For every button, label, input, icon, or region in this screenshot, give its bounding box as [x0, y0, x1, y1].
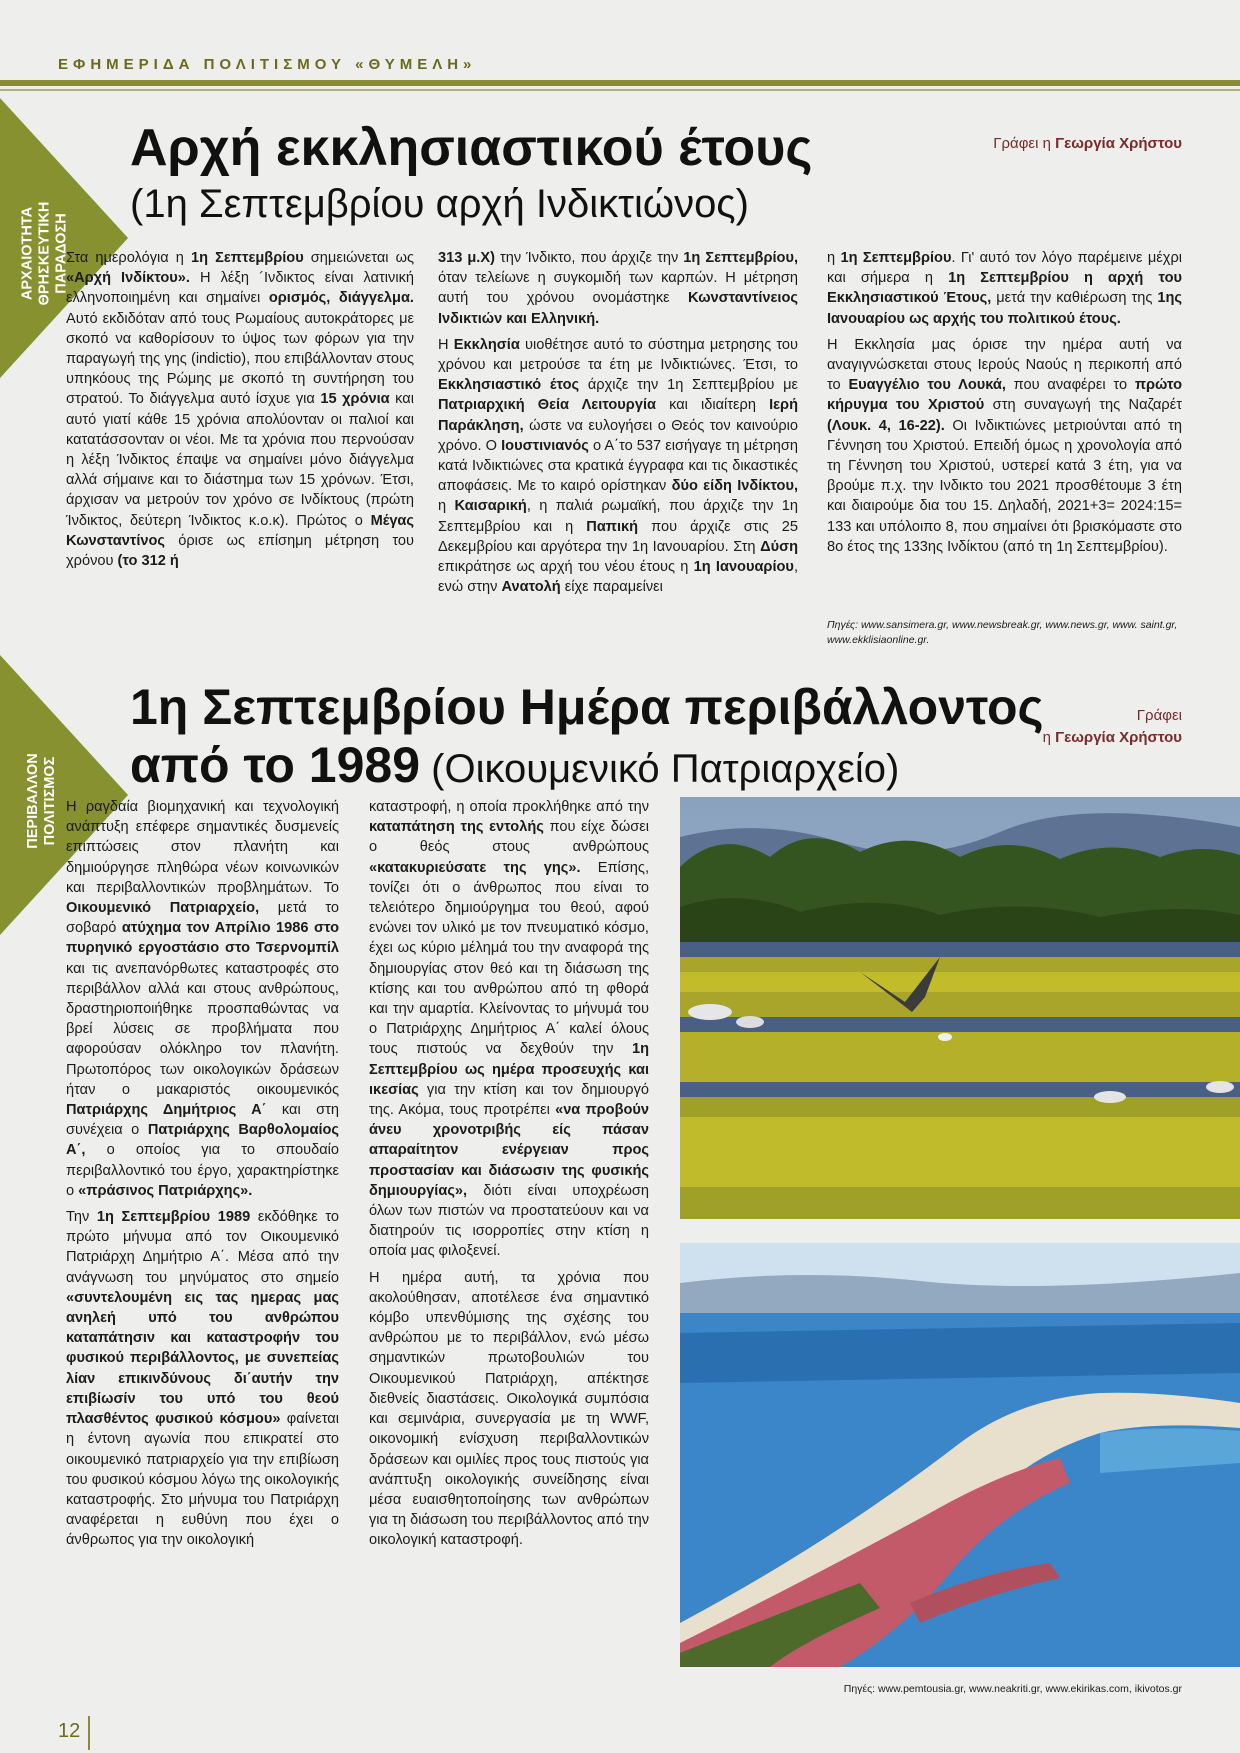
- article-column: Η ραγδαία βιομηχανική και τεχνολογική ανάπτυξη επέφερε σημαντικές δυσμενείς επιπτώσεις στον πλανήτη και δημιούργησε πληθώρα νέων κοινωνικών και περιβαλλοντικών προβλημάτων. Το Οικουμενικό Πατριαρχείο, μετά το σοβαρό ατύχημα τον Απρίλιο 1986 στο πυρηνικό εργοστάσιο στο Τσερνομπίλ και τις ανεπανόρθωτες καταστροφές στο περιβάλλον αλλά και στους ανθρώπους, δραστηριοποιήθηκε προσπαθώντας να βρεί λύσεις σε προβλήματα που αφορούσαν ολόκληρο τον πλανήτη. Πρωτοπόρος των οικολογικών δράσεων ήταν ο μακαριστός οικουμενικός Πατριάρχης Δημήτριος Α΄ και στη συνέχεια ο Πατριάρχης Βαρθολομαίος Α΄, ο οποίος για το σπουδαίο περιβαλλοντικό του έργο, χαρακτηρίστηκε ο «πράσινος Πατριάρχης». Την 1η Σεπτεμβρίου 1989 εκδόθηκε το πρώτο μήνυμα από τον Οικουμενικό Πατριάρχη Δημήτριο Α΄. Μέσα από την ανάγνωση του μηνύματος στο σημείο «συντελουμένη εις τας ημερας μας ανηλεή υπό του ανθρώπου καταπάτησιν και καταστροφήν του φυσικού περιβάλλοντος, με συνεπείας λίαν επικινδύνους δι΄αυτήν την επιβίωσίν του υπό του θεού πλασθέντος φυσικού κόσμου» φαίνεται η έντονη αγωνία που επικρατεί στο οικουμενικό πατριαρχείο για την επιβίωση του φυσικού κόσμου λόγω της οικολογικής καταστροφής. Στο μήνυμα του Πατριάρχη αναφέρεται η ευθύνη που έχει ο άνθρωπος για την οικολογική: [66, 799, 340, 1549]
- header-rule-thin: [0, 89, 1240, 91]
- article-subtitle: (1η Σεπτεμβρίου αρχή Ινδικτιώνος): [130, 182, 749, 226]
- article-title: Αρχή εκκλησιαστικού έτους: [130, 119, 813, 177]
- byline: Γράφει η Γεωργία Χρήστου: [1042, 707, 1182, 746]
- page-number: 12: [58, 1720, 81, 1742]
- lagoon-photo-graphic: [680, 1243, 1240, 1667]
- byline: Γράφει η Γεωργία Χρήστου: [993, 135, 1182, 152]
- article-title-line2: από το 1989 (Οικουμενικό Πατριαρχείο): [130, 737, 900, 793]
- lagoon-aerial-photo: [680, 1243, 1240, 1667]
- article-column: Στα ημερολόγια η 1η Σεπτεμβρίου σημειώνεται ως «Αρχή Ινδίκτου». Η λέξη ´Ινδικτος είναι λατινική ελληνοποιημένη και σημαίνει ορισμός, διάγγελμα. Αυτό εκδιδόταν από τους Ρωμαίους αυτοκράτορες με σκοπό να καθορίσουν το ύψος των φόρων για την παραγωγή της γης (indictio), που επιβάλλονταν στους υπηκόους της Ρώμης με σκοπό τη συντήρηση του στρατού. Το διάγγελμα αυτό ίσχυε για 15 χρόνια και αυτό γιατί κάθε 15 χρόνια απολύονταν οι παλιοί και κατατάσσονταν οι νέοι. Με τα χρόνια που περνούσαν η λέξη Ίνδικτος έπαψε να σημαίνει μόνο διάγγελμα αλλά σήμαινε και το διάστημα των 15 χρόνων. Έτσι, άρχισαν να μετρούν τον χρόνο σε Ινδίκτους (πρώτη Ίνδικτος, δεύτερη Ίνδικτος κ.ο.κ). Πρώτος ο Μέγας Κωνσταντίνος όρισε ως επίσημη μέτρηση του χρόνου (το 312 ή: [66, 250, 414, 570]
- sources-note: Πηγές: www.pemtousia.gr, www.neakriti.gr, www.ekirikas.com, ikivotos.gr: [843, 1683, 1182, 1695]
- lake-with-pelicans-photo: [680, 797, 1240, 1219]
- article-column: η 1η Σεπτεμβρίου. Γι' αυτό τον λόγο παρέμεινε μέχρι και σήμερα η 1η Σεπτεμβρίου η αρχή του Εκκλησιαστικού Έτους, μετά την καθιέρωση της 1ης Ιανουαρίου ως αρχής του πολιτικού έτους. Η Εκκλησία μας όρισε την ημέρα αυτή να αναγιγνώσκεται στους Ιερούς Ναούς η περικοπή από το Ευαγγέλιο του Λουκά, που αναφέρει το πρώτο κήρυγμα του Χριστού στη συναγωγή της Ναζαρέτ (Λουκ. 4, 16-22). Οι Ινδικτιώνες μετριούνται από τη Γέννηση του Χριστού. Επειδή όμως η χρονολογία από τη Γέννηση του Χριστού, υστερεί κατά 3 έτη, για να βρούμε π.χ. την Ινδικτο του 2021 προσθέτουμε 3 έτη και διαιρούμε δια του 15. Δηλαδή, 2021+3= 2024:15= 133 και υπόλοιπο 8, που σημαίνει ότι βρισκόμαστε στο 8ο έτος της 133ης Ινδίκτου (από τη 1η Σεπτεμβρίου).: [827, 250, 1183, 555]
- article-title: 1η Σεπτεμβρίου Ημέρα περιβάλλοντος: [130, 679, 1044, 735]
- page-number-rule: [88, 1716, 90, 1750]
- section-tag-label: ΑΡΧΑΙΟΤΗΤΑ ΘΡΗΣΚΕΥΤΙΚΗ ΠΑΡΑΔΟΣΗ: [19, 201, 70, 306]
- article-column: καταστροφή, η οποία προκλήθηκε από την καταπάτηση της εντολής που είχε δώσει ο θεός στους ανθρώπους «κατακυριεύσατε της γης». Επίσης, τονίζει ότι ο άνθρωπος που είναι το τελειότερο δημιούργημα του θεού, αφού ενώνει τον υλικό με τον πνευματικό κόσμο, έχει ως κύριο μέλημά του την αναφορά της δημιουργίας στον θεό και τη διάσωση της κτίσης και του ανθρώπου από τη φθορά και την αμαρτία. Κλείνοντας το μήνυμά του ο Πατριάρχης Δημήτριος Α΄ καλεί όλους τους πιστούς να δεχθούν την 1η Σεπτεμβρίου ως ημέρα προσευχής και ικεσίας για την κτίση και τον δημιουργό της. Ακόμα, τους προτρέπει «να προβούν άνευ χρονοτριβής είς πάσαν απαραίτητον ενέργειαν προς προστασίαν και διάσωσιν της φυσικής δημιουργίας», διότι είναι υποχρέωση όλων των πιστών να προστατεύουν και να διατηρούν τις ισορροπίες στην κτίση η οποία μας φιλοξενεί. Η ημέρα αυτή, τα χρόνια που ακολούθησαν, αποτέλεσε ένα σημαντικό κόμβο υπενθύμισης της σχέσης του ανθρώπου με το περιβάλλον, ενώ μέσω σημαντικών πρωτοβουλιών του Οικουμενικού Πατριάρχη, απέκτησε διεθνείς διαστάσεις. Οικολογικά συμπόσια και σεμινάρια, συνεργασία με τη WWF, οικονομική ενίσχυση περιβαλλοντικών δράσεων και ομιλίες προς τους πιστούς για ανάπτυξη οικολογικής συνείδησης είναι μέσα ευαισθητοποίησης των ανθρώπων για τη διάσωση του περιβάλλοντος από την οικολογική καταστροφή.: [369, 799, 650, 1549]
- sources-note: Πηγές: www.sansimera.gr, www.newsbreak.gr, www.news.gr, www. saint.gr, www.ekklisiaonline.gr.: [827, 619, 1178, 646]
- article-column: 313 μ.Χ) την Ίνδικτο, που άρχιζε την 1η Σεπτεμβρίου, όταν τελείωνε η συγκομιδή των καρπών. Η μέτρηση αυτή του χρόνου ονομάστηκε Κωνσταντίνειος Ινδικτιών και Ελληνική. Η Εκκλησία υιοθέτησε αυτό το σύστημα μετρησης του χρόνου και μετρούσε τα έτη με Ινδικτιώνες. Έτσι, το Εκκλησιαστικό έτος άρχιζε την 1η Σεπτεμβρίου με Πατριαρχική Θεία Λειτουργία και ιδιαίτερη Ιερή Παράκληση, ώστε να ευλογήσει ο Θεός τον καινούριο χρόνο. Ο Ιουστινιανός ο Α΄το 537 εισήγαγε τη μέτρηση κατά Ινδικτιώνες στα κρατικά έγγραφα και τις δικαστικές αποφάσεις. Με το καιρό ορίστηκαν δύο είδη Ινδίκτου, η Καισαρική, η παλιά ρωμαϊκή, που άρχιζε την 1η Σεπτεμβρίου και η Παπική που άρχιζε στις 25 Δεκεμβρίου και αργότερα την 1η Ιανουαρίου. Στη Δύση επικράτησε ως αρχή του νέου έτους η 1η Ιανουαρίου, ενώ στην Ανατολή είχε παραμείνει: [438, 250, 799, 596]
- section-tag-label: ΠΕΡΙΒΑΛΛΟΝ ΠΟΛΙΤΙΣΜΟΣ: [25, 753, 58, 849]
- masthead: ΕΦΗΜΕΡΙΔΑ ΠΟΛΙΤΙΣΜΟΥ «ΘΥΜΕΛΗ»: [58, 56, 477, 73]
- header-rule: [0, 80, 1240, 86]
- lake-photo-graphic: [680, 797, 1240, 1219]
